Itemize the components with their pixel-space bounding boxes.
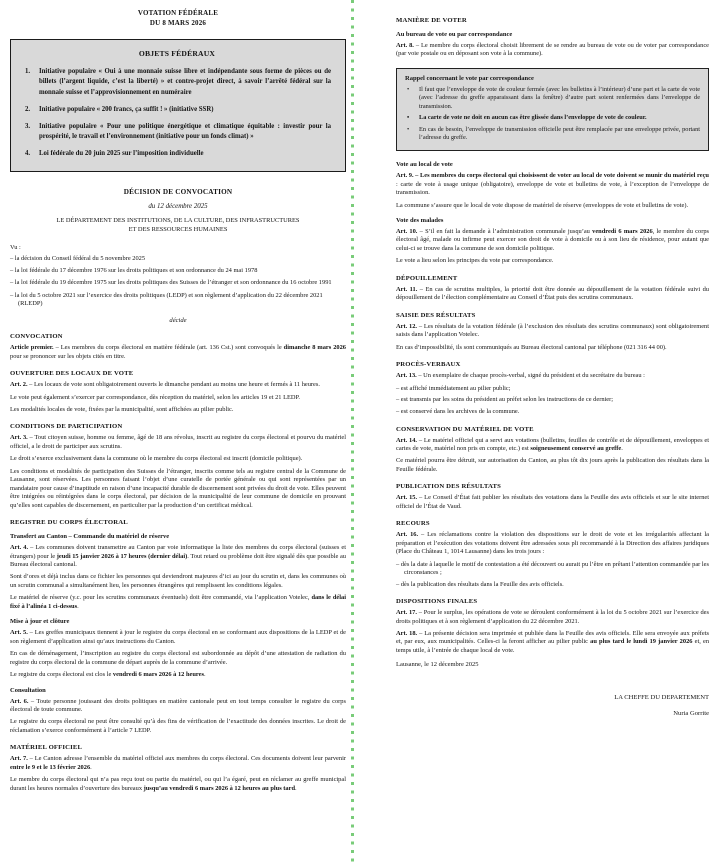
text-run: . bbox=[77, 602, 79, 610]
paragraph bbox=[396, 344, 709, 352]
right-column bbox=[396, 8, 709, 717]
text-run: Sont d’ores et déjà inclus dans ce fichier les personnes qui deviendront majeures d’ici au jour du scrutin et, dans les communes où un scrutin communal a simultanément lieu, les personnes étrangères qui remplissent les conditions légales. bbox=[10, 573, 346, 589]
text-run: – Toute personne jouissant des droits politiques en matière cantonale peut en tout temps consulter le registre du corps électoral de toute commune. bbox=[10, 697, 346, 713]
paragraph bbox=[396, 257, 709, 265]
paragraph bbox=[10, 671, 346, 679]
text-run: Art. 13. bbox=[396, 372, 417, 380]
text-run: vendredi 6 mars 2026 à 12 heures bbox=[112, 671, 204, 679]
paragraph bbox=[396, 42, 709, 59]
paragraph bbox=[10, 381, 346, 389]
bullet-item bbox=[405, 126, 700, 143]
paragraph bbox=[10, 698, 346, 715]
paragraph bbox=[10, 455, 346, 463]
text-run: et, en temps utile, à l’entrée de chaque local de vote. bbox=[396, 638, 710, 654]
place-and-date: Lausanne, le 12 décembre 2025 bbox=[396, 661, 479, 669]
paragraph bbox=[396, 286, 709, 303]
text-run: – Le membre du corps électoral choisit librement de se rendre au bureau de vote ou de voter par correspondance (par voie postale ou en déposant son vote à la commune). bbox=[396, 42, 709, 58]
paragraph bbox=[396, 323, 709, 340]
paragraph bbox=[396, 372, 709, 380]
text-run: – Un exemplaire de chaque procès-verbal, signé du président et du secrétaire du bureau : bbox=[416, 372, 645, 380]
objets-item bbox=[21, 67, 333, 98]
department-line1: LE DÉPARTEMENT DES INSTITUTIONS, DE LA CULTURE, DES INFRASTRUCTURES bbox=[56, 216, 300, 224]
decision-date: du 12 décembre 2025 bbox=[148, 202, 208, 210]
objets-item-text: Loi fédérale du 20 juin 2025 sur l’imposition individuelle bbox=[39, 150, 204, 158]
objets-item-number: 4. bbox=[25, 150, 31, 158]
paragraph bbox=[10, 434, 346, 451]
decision-title: DÉCISION DE CONVOCATION bbox=[123, 187, 233, 196]
text-run: Art. 18. bbox=[396, 629, 418, 637]
section-heading: MATÉRIEL OFFICIEL bbox=[10, 744, 83, 752]
text-run: Art. 5. bbox=[10, 629, 28, 637]
section-heading: DISPOSITIONS FINALES bbox=[396, 598, 478, 606]
sub-heading: Mise à jour et clôture bbox=[10, 618, 70, 626]
text-run: Le registre du corps électoral est clos le bbox=[10, 671, 113, 679]
text-run: Art. 7. bbox=[10, 755, 28, 763]
bullet-text: Il faut que l’enveloppe de vote de couleur fermée (avec les bulletins à l’intérieur) d’une part et la carte de vote (avec l’adresse du greffe apparaissant dans la fenêtre) d’autre part soient renfermées dans l’enveloppe de transmission. bbox=[419, 85, 700, 110]
objets-item-text: Initiative populaire « Pour une politique énergétique et climatique équitable : investir pour la prospérité, le travail et l’environnement (initiative pour un fonds climat) » bbox=[39, 123, 331, 141]
text-run: Art. 4. bbox=[10, 544, 29, 552]
text-run: pour se prononcer sur les objets cités en titre. bbox=[10, 352, 126, 360]
bullet-icon: • bbox=[407, 126, 410, 134]
vu-item: – la loi fédérale du 19 décembre 1975 sur les droits politiques des Suisses de l’étranger et son ordonnance du 16 octobre 1991 bbox=[10, 279, 332, 287]
text-run: . bbox=[90, 763, 92, 771]
text-run: Le vote a lieu selon les principes du vote par correspondance. bbox=[396, 257, 554, 265]
votation-title-line2: DU 8 MARS 2026 bbox=[149, 19, 207, 28]
text-run: Le matériel de réserve (y.c. pour les scrutins communaux éventuels) doit être commandé, via l’application Votelec, bbox=[10, 594, 312, 602]
text-run: Art. 3. bbox=[10, 434, 28, 442]
text-run: , le membre du corps électoral âgé, malade ou infirme peut exercer son droit de vote à domicile ou à son lieu de résidence, pour autant que celui-ci se trouve dans la commune de son domicile politique. bbox=[396, 228, 710, 252]
text-run: entre le 9 et le 13 février 2026 bbox=[10, 763, 91, 771]
paragraph bbox=[10, 406, 346, 414]
section-heading: OUVERTURE DES LOCAUX DE VOTE bbox=[10, 370, 134, 378]
signature-name: Nuria Gorrite bbox=[673, 710, 709, 718]
text-run: vendredi 6 mars 2026 bbox=[592, 228, 653, 235]
text-run: – Le matériel officiel qui a servi aux votations (bulletins, feuilles de contrôle et de dépouillement, enveloppes et cartes de vote, matériel non pris en compte, etc.) est bbox=[396, 436, 710, 452]
text-run: Le membre du corps électoral qui n’a pas reçu tout ou partie du matériel, ou qui l’a égaré, peut en réclamer au greffe municipal durant les heures normales d’ouverture des bureaux bbox=[10, 776, 346, 792]
text-run: Art. 2. bbox=[10, 381, 28, 389]
paragraph bbox=[396, 531, 709, 556]
section-heading: SAISIE DES RÉSULTATS bbox=[396, 311, 476, 319]
text-run: Art. 12. bbox=[396, 322, 418, 330]
text-run: dans le délai fixé à l’alinéa 1 ci-dessus bbox=[10, 594, 346, 610]
text-run: En cas de déménagement, l’inscription au registre du corps électoral est subordonnée au dépôt d’une attestation de radiation du registre du corps électoral de la commune de départ auprès de la commune d’arrivée. bbox=[10, 650, 346, 666]
text-run: – Tout citoyen suisse, homme ou femme, âgé de 18 ans révolus, inscrit au registre du corps électoral et pourvu du matériel officiel, a le droit de participer aux scrutins. bbox=[10, 434, 346, 450]
rappel-correspondance-box bbox=[396, 68, 709, 151]
text-run: – Pour le surplus, les opérations de vote se déroulent conformément à la loi du 5 octobre 2021 sur l’exercice des droits politiques et à son règlement d’application du 22 décembre 2021. bbox=[396, 609, 709, 625]
left-sections bbox=[10, 333, 346, 793]
text-run: – Le Canton adresse l’ensemble du matériel officiel aux membres du corps électoral. Ces documents doivent leur parvenir bbox=[27, 755, 346, 763]
section-heading: REGISTRE DU CORPS ÉLECTORAL bbox=[10, 519, 128, 527]
text-run: au plus tard le lundi 19 janvier 2026 bbox=[590, 638, 693, 646]
text-run: – Les réclamations contre la violation des dispositions sur le droit de vote et les irrégularités affectant la préparation et l’exécution des votations doivent être adressées sous pli recommandé à la Direction des affaires juridiques (Place du Château 1, 1014 Lausanne) dans les trois jours : bbox=[396, 531, 709, 556]
text-run: Article premier. bbox=[10, 344, 54, 352]
text-run: Art. 8. bbox=[396, 42, 414, 49]
objets-item bbox=[21, 149, 333, 159]
signature-title: LA CHEFFE DU DEPARTEMENT bbox=[614, 694, 709, 702]
text-run: Les modalités locales de vote, fixées par la municipalité, sont affichées au pilier public. bbox=[10, 405, 234, 413]
dash-item: – dès la date à laquelle le motif de contestation a été découvert ou aurait pu l’être en prêtant l’attention commandée par les circonstances ; bbox=[396, 560, 710, 576]
text-run: Art. 14. bbox=[396, 436, 418, 444]
document-title bbox=[10, 8, 346, 28]
section-heading: CONDITIONS DE PARTICIPATION bbox=[10, 423, 123, 431]
text-run: dimanche 8 mars 2026 bbox=[283, 344, 346, 352]
paragraph bbox=[396, 609, 709, 626]
text-run: – Les locaux de vote sont obligatoirement ouverts le dimanche pendant au moins une heure et fermés à 11 heures. bbox=[27, 381, 320, 389]
right-sections bbox=[396, 17, 709, 717]
paragraph bbox=[396, 202, 709, 210]
paragraph bbox=[10, 629, 346, 646]
text-run: – Les membres du corps électoral en matière fédérale (art. 136 Cst.) sont convoqués le bbox=[53, 344, 284, 352]
objets-item-text: Initiative populaire « 200 francs, ça suffit ! » (initiative SSR) bbox=[39, 105, 214, 113]
paragraph bbox=[396, 172, 709, 197]
text-run: Art. 17. bbox=[396, 609, 417, 617]
dash-item: – est affiché immédiatement au pilier public; bbox=[396, 384, 511, 392]
sub-heading: Consultation bbox=[10, 686, 46, 694]
bullet-icon: • bbox=[407, 85, 410, 93]
paragraph bbox=[10, 344, 346, 361]
sub-heading: Vote des malades bbox=[396, 217, 444, 224]
paragraph bbox=[396, 630, 709, 655]
paragraph bbox=[396, 457, 709, 474]
left-column bbox=[10, 8, 346, 797]
dash-item: – est transmis par les soins du président au préfet selon les instructions de ce dernier; bbox=[396, 396, 614, 404]
sub-heading: Au bureau de vote ou par correspondance bbox=[396, 31, 513, 38]
paragraph bbox=[396, 228, 709, 253]
text-run: . bbox=[621, 444, 623, 452]
objets-item-number: 1. bbox=[25, 68, 31, 76]
vu-item: – la décision du Conseil fédéral du 5 novembre 2025 bbox=[10, 254, 146, 262]
paragraph bbox=[10, 650, 346, 667]
paragraph bbox=[396, 437, 709, 454]
objets-item-number: 2. bbox=[25, 105, 31, 113]
objets-item-text: Initiative populaire « Oui à une monnaie suisse libre et indépendante sous forme de pièces ou de billets (l’argent liquide, c’est la liberté) » et contre-projet direct, à savoir l’arrêté fédéral sur la monnaie suisse et l’approvisionnement en numéraire bbox=[39, 68, 331, 96]
text-run: jusqu’au vendredi 6 mars 2026 à 12 heures au plus tard bbox=[143, 784, 296, 792]
objets-item-number: 3. bbox=[25, 123, 31, 131]
text-run: – Les résultats de la votation fédérale (à l’exclusion des résultats des scrutins communaux) sont obligatoirement saisis dans l’application Votelec. bbox=[396, 322, 710, 339]
sub-heading: Vote au local de vote bbox=[396, 161, 453, 169]
objets-item bbox=[21, 122, 333, 142]
text-run: Art. 11. bbox=[396, 285, 418, 293]
text-run: Art. 15. bbox=[396, 494, 418, 502]
paragraph bbox=[10, 594, 346, 611]
paragraph bbox=[10, 573, 346, 590]
votation-title-line1: VOTATION FÉDÉRALE bbox=[137, 9, 219, 17]
section-heading: PROCÈS-VERBAUX bbox=[396, 361, 461, 369]
dash-item: – est conservé dans les archives de la commune. bbox=[396, 408, 520, 416]
bullet-text: En cas de besoin, l’enveloppe de transmission officielle peut être remplacée par une enveloppe privée, portant l’adresse du greffe. bbox=[419, 126, 700, 142]
dash-item: – dès la publication des résultats dans la Feuille des avis officiels. bbox=[396, 580, 564, 588]
text-run: – Les communes doivent transmettre au Canton par voie informatique la liste des membres du corps électoral (suisses et étrangers) pour le bbox=[10, 544, 346, 560]
text-run: Art. 16. bbox=[396, 531, 419, 539]
text-run: En cas d’impossibilité, ils sont communiqués au Bureau électoral cantonal par téléphone (021 316 44 00). bbox=[396, 343, 667, 351]
text-run: Art. 6. bbox=[10, 697, 29, 705]
paragraph bbox=[396, 494, 709, 511]
text-run: . Tout retard ou problème doit être signalé dès que possible au Bureau électoral cantonal. bbox=[10, 552, 346, 568]
bullet-item bbox=[405, 114, 700, 122]
text-run: – La présente décision sera imprimée et publiée dans la Feuille des avis officiels. Elle sera envoyée aux préfets et, par eux, aux municipalités. Celles-ci la feront afficher au pilier public bbox=[396, 629, 710, 646]
text-run: soigneusement conservé au greffe bbox=[530, 444, 622, 452]
rappel-box-title: Rappel concernant le vote par correspondance bbox=[405, 74, 534, 82]
paragraph bbox=[10, 468, 346, 510]
vu-item: – la loi fédérale du 17 décembre 1976 sur les droits politiques et son ordonnance du 24 mai 1978 bbox=[10, 266, 258, 274]
text-run: Le droit s’exerce exclusivement dans la commune où le membre du corps électoral est inscrit (domicile politique). bbox=[10, 455, 303, 463]
text-run: Art. 9. – Les membres du corps électoral qui choisissent de voter au local de vote doivent se munir du matériel reçu bbox=[396, 172, 709, 180]
section-heading: RECOURS bbox=[396, 520, 430, 528]
text-run: – Le Conseil d’État fait publier les résultats des votations dans la Feuille des avis officiels et sur le site internet officiel de l’État de Vaud. bbox=[396, 494, 709, 510]
text-run: jeudi 15 janvier 2026 à 17 heures (dernier délai) bbox=[56, 552, 188, 560]
objets-item bbox=[21, 105, 333, 115]
vu-label: Vu : bbox=[10, 243, 21, 251]
paragraph bbox=[10, 394, 346, 402]
text-run: . bbox=[295, 784, 297, 792]
text-run: Ce matériel pourra être détruit, sur autorisation du Canton, au plus tôt dix jours après la publication des résultats dans la Feuille fédérale. bbox=[396, 457, 709, 473]
bullet-text: La carte de vote ne doit en aucun cas être glissée dans l’enveloppe de vote de couleur. bbox=[419, 114, 647, 122]
objets-federaux-box bbox=[10, 39, 346, 171]
text-run: Les conditions et modalités de participation des Suisses de l’étranger, inscrits comme tels au registre central de la Commune de Lausanne, sont réservées. Les personnes faisant l’objet d’une curatelle de portée générale ou qui sont représentées par un mandataire pour cause d’inaptitude en raison d’une incapacité durable de discernement sont privées du droit de vote. Elles peuvent être intégrées ou réintégrées dans le corps électoral, par décision de la municipalité de leur commune de domicile en prouvant qu’elles sont capables de discernement, en particulier par la production d’un certificat médical. bbox=[10, 467, 346, 509]
text-run: La commune s’assure que le local de vote dispose de matériel de réserve (enveloppes de vote et bulletins de vote). bbox=[396, 201, 689, 209]
text-run: – S’il en fait la demande à l’administration communale jusqu’au bbox=[417, 228, 593, 235]
department-name bbox=[10, 217, 346, 235]
objets-box-title: OBJETS FÉDÉRAUX bbox=[138, 49, 216, 59]
objets-item-list bbox=[21, 67, 333, 159]
section-heading: PUBLICATION DES RÉSULTATS bbox=[396, 483, 501, 491]
section-heading: MANIÈRE DE VOTER bbox=[396, 17, 467, 24]
vu-item-list bbox=[10, 255, 346, 309]
text-run: . bbox=[203, 671, 206, 679]
bullet-icon: • bbox=[407, 114, 410, 122]
text-run: – Les greffes municipaux tiennent à jour le registre du corps électoral en se conformant aux dispositions de la LEDP et de son règlement d’application ainsi qu’aux instructions du Canton. bbox=[10, 629, 346, 645]
text-run: : carte de vote à usage unique (obligatoire), enveloppe de vote et bulletins de vote, à l’exception de l’enveloppe de transmission. bbox=[396, 180, 709, 197]
section-heading: CONVOCATION bbox=[10, 333, 63, 341]
section-heading: DÉPOUILLEMENT bbox=[396, 274, 458, 282]
department-line2: ET DES RESSOURCES HUMAINES bbox=[128, 225, 228, 233]
bullet-item bbox=[405, 86, 700, 111]
text-run: Le vote peut également s’exercer par correspondance, dès réception du matériel, selon les articles 19 et 21 LEDP. bbox=[10, 393, 300, 401]
paragraph bbox=[10, 776, 346, 793]
paragraph bbox=[10, 718, 346, 735]
text-run: Art. 10. bbox=[396, 228, 418, 235]
vu-item: – la loi du 5 octobre 2021 sur l’exercice des droits politiques (LEDP) et son règlement d’application du 22 décembre 2021 (RLEDP) bbox=[10, 291, 323, 307]
paragraph bbox=[10, 544, 346, 569]
sub-heading: Transfert au Canton – Commande du matériel de réserve bbox=[10, 533, 170, 541]
paragraph bbox=[10, 755, 346, 772]
column-divider-dotted-line bbox=[351, 0, 354, 865]
decide-word: décide bbox=[169, 317, 187, 325]
text-run: Le registre du corps électoral ne peut être consulté qu’à des fins de vérification de l’exactitude des données inscrites. Le droit de réclamation s’exerce conformément à l’article 7 LEDP. bbox=[10, 718, 346, 734]
text-run: – En cas de scrutins multiples, la priorité doit être donnée au dépouillement de la votation fédérale suivi du dépouillement de l’élection complémentaire au Conseil d’État puis des scrutins communaux. bbox=[396, 285, 709, 302]
section-heading: CONSERVATION DU MATÉRIEL DE VOTE bbox=[396, 425, 534, 433]
